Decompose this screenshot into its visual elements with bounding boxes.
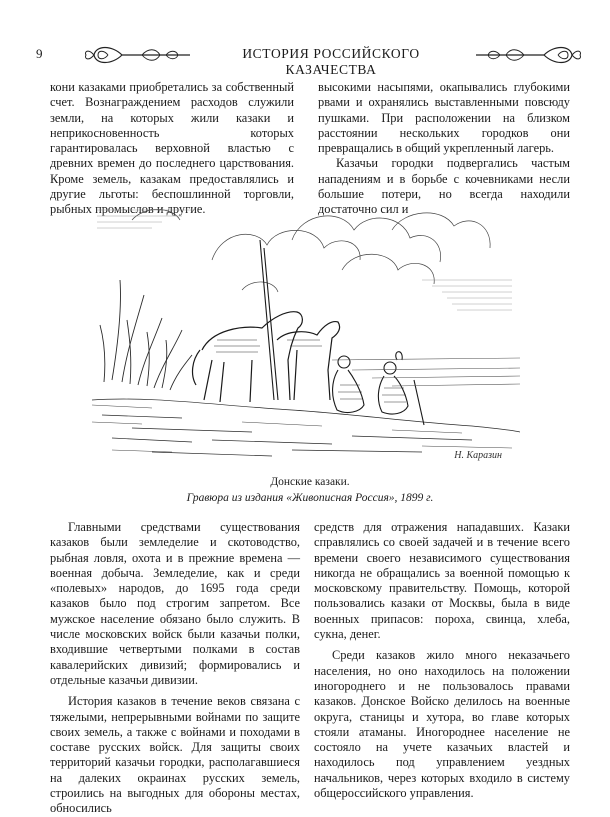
sky-hatching — [97, 210, 512, 310]
paragraph: средств для отражения нападавших. Казаки справлялись со своей задачей и в течение всего времени своего независимого существования никогда не обращались за военной помощью к московскому правительству. Помощь, которой пользовались казаки от Москвы, была в виде военных припасов: пороха, свинца, хлеба, сукна, денег. — [314, 520, 570, 642]
paragraph: Главными средствами существования казаков были земледелие и скотоводство, рыбная ловля, охота и в прежние времена — военная добыча. Земледелие, как и среди «полевых» народов, до 1695 года среди казаков было под строгим запретом. Все мужское население обязано было служить. В числе московских войск были казачьи полки, входившие четвертыми полками в состав кавалерийских дивизий; формировались и отдельные казачьи дивизии. — [50, 520, 300, 687]
running-title: ИСТОРИЯ РОССИЙСКОГО КАЗАЧЕСТВА — [242, 46, 420, 77]
paragraph: Среди казаков жило много неказачьего населения, но оно находилось на положении иногороднего и не пользовалось правами казаков. Донское Войско делилось на военные округа, станицы и хутора, во главе которых стояли атаманы. Иногороднее население не состояло на учете казачьих властей и находилось под управлением уездных начальников, через которых входило в систему общероссийского управления. — [314, 648, 570, 801]
paragraph: Казачьи городки подвергались частым нападениям и в борьбе с кочевниками несли большие потери, но всегда находили достаточно сил и — [318, 156, 570, 217]
horses — [193, 312, 340, 402]
cossacks-group — [333, 352, 424, 425]
figure-caption — [60, 474, 560, 506]
text-column-bottom-right — [314, 520, 570, 801]
paragraph: кони казаками приобретались за собственный счет. Вознаграждением расходов служили земли, на которых жили казаки и неприкосновенность которых гарантировалась верховной властью с древних времен до последнего царствования. Кроме земель, казакам предоставлялись и другие льготы: беспошлинной торговли, рыбных промыслов и другие. — [50, 80, 294, 217]
text-column-bottom-left — [50, 520, 300, 817]
caption-title: Донские казаки. — [270, 476, 350, 488]
figure-hatching — [338, 385, 406, 402]
text-column-top-left — [50, 80, 294, 218]
clouds — [132, 210, 490, 293]
ornament-left-icon — [82, 42, 192, 68]
page-number: 9 — [36, 46, 43, 61]
engraving-signature: Н. Каразин — [454, 450, 502, 461]
reeds — [100, 280, 192, 390]
lances — [260, 240, 278, 400]
horse-hatching — [214, 340, 322, 352]
caption-source: Гравюра из издания «Живописная Россия», 1899 г. — [186, 492, 434, 504]
engraving-don-cossacks — [92, 200, 520, 465]
ground — [92, 399, 520, 456]
running-header — [36, 40, 584, 77]
paragraph: История казаков в течение веков связана с тяжелыми, непрерывными войнами по защите своих земель, а также с войнами и походами в составе русских войск. Для защиты своих территорий казачьи городки, располагавшиеся на далеких окраинах русских земель, строились на выгодных для обороны местах, обносились — [50, 694, 300, 816]
paragraph: высокими насыпями, окапывались глубокими рвами и охранялись выставленными повсюду пушками. При расположении на близком расстоянии нескольких городков они превращались в общий укрепленный лагерь. — [318, 80, 570, 156]
river — [332, 358, 520, 386]
text-column-top-right — [318, 80, 570, 218]
ornament-right-icon — [474, 42, 584, 68]
